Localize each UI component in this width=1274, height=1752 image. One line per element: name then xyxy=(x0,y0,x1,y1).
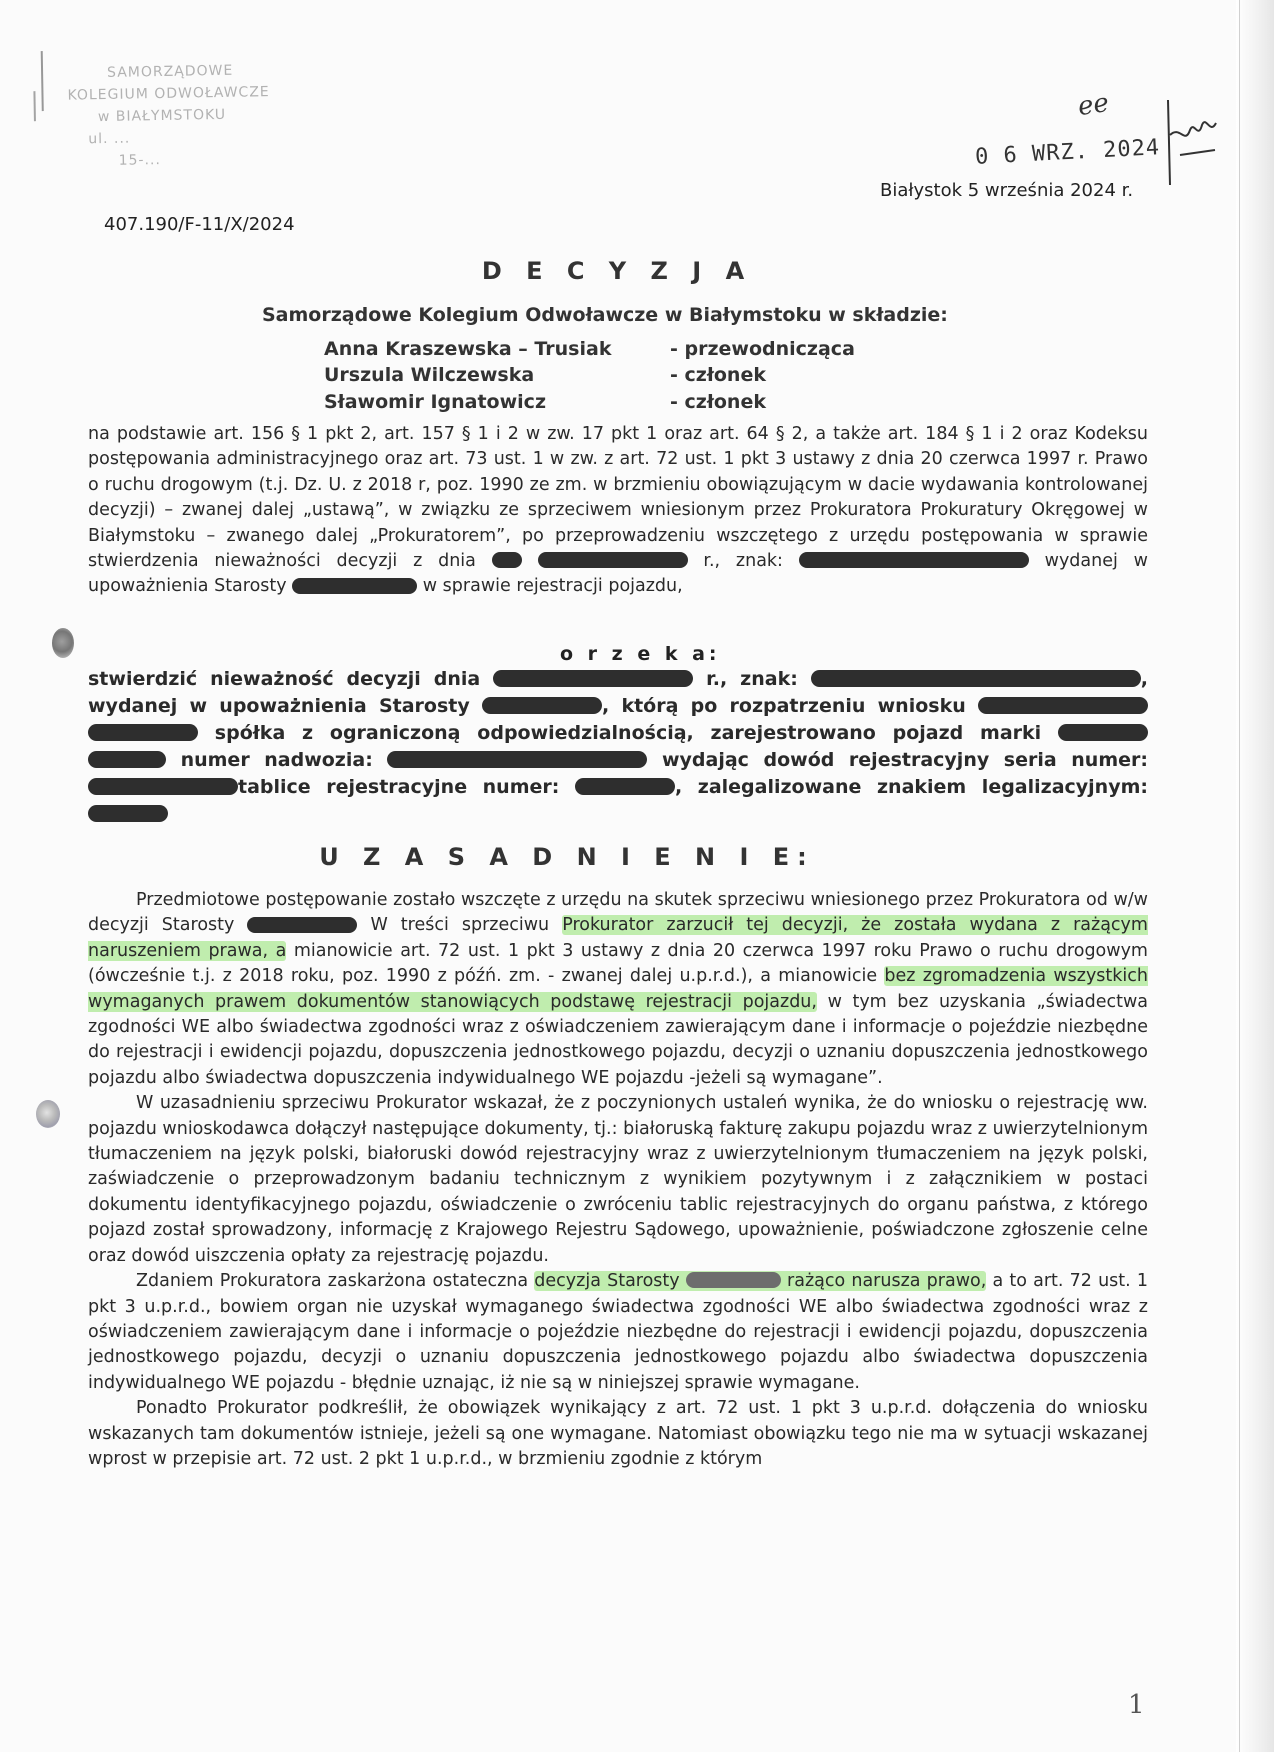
redaction xyxy=(247,917,357,933)
city-date: Białystok 5 września 2024 r. xyxy=(880,180,1134,201)
redaction xyxy=(493,670,693,687)
redaction xyxy=(88,805,168,822)
redaction xyxy=(482,697,602,714)
reference-number: 407.190/F-11/X/2024 xyxy=(104,214,295,235)
member-name: Anna Kraszewska – Trusiak xyxy=(324,338,612,360)
received-date-stamp: 0 6 WRZ. 2024 xyxy=(974,135,1161,170)
ruling-fragment: , wydanej w upoważnienia Starosty xyxy=(88,668,1148,717)
legal-basis xyxy=(88,422,1148,600)
member-name: Urszula Wilczewska xyxy=(324,364,535,386)
highlight: bez zgromadzenia wszystkich wymaganych prawem dokumentów stanowiących podstawę rejestracji pojazdu, xyxy=(88,966,1148,1012)
redaction xyxy=(811,670,1141,687)
redaction xyxy=(492,552,522,568)
legal-basis-text: r., znak: xyxy=(703,551,783,572)
redaction xyxy=(575,778,675,795)
legal-basis-text: na podstawie art. 156 § 1 pkt 2, art. 157 § 1 i 2 w zw. 17 pkt 1 oraz art. 64 § 2, a także art. 184 § 1 i 2 oraz Kodeksu postępowania administracyjnego oraz art. 73 ust. 1 w zw. z art. 72 ust. 1 pkt 3 ustawy z dnia 20 czerwca 1997 r. Prawo o ruchu drogowym (t.j. Dz. U. z 2018 r, poz. 1990 ze zm. w brzmieniu obowiązującym w dacie wydawania kontrolowanej decyzji) – zwanej dalej „ustawą”, w związku ze sprzeciwem wniesionym przez Prokuratora Prokuratury Okręgowej w Białymstoku – zwanego dalej „Prokuratorem”, po przeprowadzeniu wszczętego z urzędu postępowania w sprawie stwierdzenia nieważności decyzji z dnia xyxy=(88,424,1148,572)
ruling-fragment: spółka z ograniczoną odpowiedzialnością, zarejestrowano pojazd marki xyxy=(214,722,1042,744)
ruling-fragment: , zalegalizowane znakiem legalizacyjnym: xyxy=(674,776,1148,798)
redaction xyxy=(88,724,198,741)
decision-title: D E C Y Z J A xyxy=(481,257,753,285)
ruling-fragment: numer nadwozia: xyxy=(180,749,373,771)
page-number: 1 xyxy=(1128,1690,1145,1720)
redaction xyxy=(686,1272,781,1288)
ruling-fragment: wydając dowód rejestracyjny seria numer: xyxy=(661,749,1148,771)
redaction xyxy=(88,751,166,768)
legal-basis-text: w sprawie rejestracji pojazdu, xyxy=(422,576,683,597)
highlight: Prokurator zarzucił tej decyzji, że została wydana z rażącym naruszeniem prawa, a xyxy=(88,915,1148,961)
justification-title: U Z A S A D N I E N I E: xyxy=(319,843,815,871)
redaction xyxy=(292,578,417,594)
office-stamp: SAMORZĄDOWE KOLEGIUM ODWOŁAWCZE w BIAŁYMSTOKU ul. ... 15-... xyxy=(47,45,390,201)
member-role: - członek xyxy=(670,391,766,413)
justification-body xyxy=(88,888,1148,1472)
ruling-fragment: stwierdzić nieważność decyzji dnia xyxy=(88,668,481,690)
redaction xyxy=(799,552,1029,568)
member-role: - przewodnicząca xyxy=(670,338,855,360)
paragraph: Ponadto Prokurator podkreślił, że obowiązek wynikający z art. 72 ust. 1 pkt 3 u.p.r.d. dołączenia do wniosku wskazanych tam dokumentów istnieje, jeżeli są one wymagane. Natomiast obowiązku tego nie ma w sytuacji wskazanej wprost w przepisie art. 72 ust. 2 pkt 1 u.p.r.d., w brzmieniu zgodnie z którym xyxy=(88,1398,1148,1469)
paragraph: Zdaniem Prokuratora zaskarżona ostateczna decyzja Starosty rażąco narusza prawo, a to art. 72 ust. 1 pkt 3 u.p.r.d., bowiem organ nie uzyskał wymaganego świadectwa zgodności WE albo świadectwa zgodności wraz z oświadczeniem zawierającym dane i informacje o pojeździe niezbędne do rejestracji i ewidencji pojazdu, dopuszczenia jednostkowego pojazdu, decyzji o uznaniu dopuszczenia jednostkowego pojazdu albo świadectwa dopuszczenia indywidualnego WE pojazdu - błędnie uznając, iż nie są w niniejszej sprawie wymagane. xyxy=(88,1271,1149,1393)
legal-basis-text: wydanej w upoważnienia Starosty xyxy=(88,551,1148,597)
member-name: Sławomir Ignatowicz xyxy=(324,391,546,413)
ruling-text xyxy=(88,666,1148,828)
handwritten-initials: ee xyxy=(1076,88,1111,122)
redaction xyxy=(387,751,647,768)
handwritten-signature xyxy=(1160,95,1220,190)
ruling-fragment: tablice rejestracyjne numer: xyxy=(238,776,560,798)
ruling-fragment: r., znak: xyxy=(706,668,798,690)
punch-hole xyxy=(52,628,74,658)
ruling-fragment: , którą po rozpatrzeniu wniosku xyxy=(601,695,966,717)
member-role: - członek xyxy=(670,364,766,386)
redaction xyxy=(538,552,688,568)
punch-hole xyxy=(36,1100,60,1128)
redaction xyxy=(88,778,238,795)
board-composition: Samorządowe Kolegium Odwoławcze w Białymstoku w składzie: xyxy=(262,304,948,326)
highlight: decyzja Starosty rażąco narusza prawo, xyxy=(534,1271,987,1292)
paragraph: W uzasadnieniu sprzeciwu Prokurator wskazał, że z poczynionych ustaleń wynika, że do wniosku o rejestrację ww. pojazdu wnioskodawca dołączył następujące dokumenty, tj.: białoruską fakturę zakupu pojazdu wraz z uwierzytelnionym tłumaczeniem na język polski, białoruski dowód rejestracyjny wraz z uwierzytelnionym tłumaczeniem na język polski, zaświadczenie o przeprowadzonym badaniu technicznym z wynikiem pozytywnym i z załącznikiem w postaci dokumentu identyfikacyjnego pojazdu, oświadczenie o zwróceniu tablic rejestracyjnych do organu państwa, z którego pojazd został sprowadzony, informację z Krajowego Rejestru Sądowego, upoważnienie, poświadczone zgłoszenie celne oraz dowód uiszczenia opłaty za rejestrację pojazdu. xyxy=(88,1093,1148,1266)
paragraph: Przedmiotowe postępowanie zostało wszczęte z urzędu na skutek sprzeciwu wniesionego przez Prokuratora od w/w decyzji Starosty W treści sprzeciwu Prokurator zarzucił tej decyzji, że została wydana z rażącym naruszeniem prawa, a mianowicie art. 72 ust. 1 pkt 3 ustawy z dnia 20 czerwca 1997 roku Prawo o ruchu drogowym (ówcześnie t.j. z 2018 roku, poz. 1990 z późń. zm. - zwanej dalej u.p.r.d.), a mianowicie bez zgromadzenia wszystkich wymaganych prawem dokumentów stanowiących podstawę rejestracji pojazdu, w tym bez uzyskania „świadectwa zgodności WE albo świadectwa zgodności wraz z oświadczeniem zawierającym dane i informacje o pojeździe niezbędne do rejestracji i ewidencji pojazdu, dopuszczenia jednostkowego pojazdu, decyzji o uznaniu dopuszczenia jednostkowego pojazdu albo świadectwa dopuszczenia indywidualnego WE pojazdu -jeżeli są wymagane”. xyxy=(88,890,1148,1088)
ruling-heading: o r z e k a: xyxy=(560,643,721,665)
redaction xyxy=(1058,724,1148,741)
redaction xyxy=(978,697,1148,714)
